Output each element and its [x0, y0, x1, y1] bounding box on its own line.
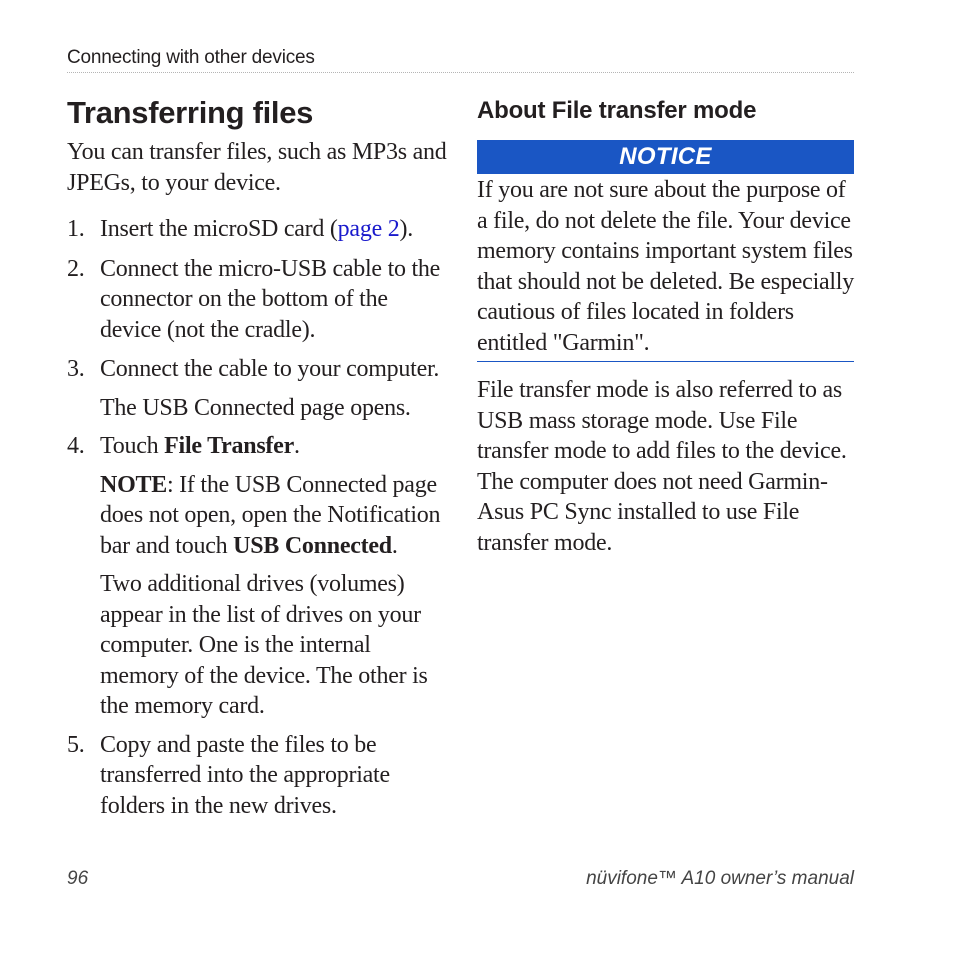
- step-text-end: .: [293, 433, 300, 459]
- step-text: Insert the microSD card (: [100, 216, 338, 242]
- subsection-title: About File transfer mode: [477, 97, 757, 124]
- step-result: Two additional drives (volumes) appear in the list of drives on your computer. One is the internal memory of the device. The other is the memory card.: [100, 571, 428, 719]
- step-text: Connect the micro-USB cable to the connector on the bottom of the device (not the cradle).: [100, 255, 441, 343]
- step-number: 2.: [67, 255, 85, 282]
- intro-paragraph: You can transfer files, such as MP3s and JPEGs, to your device.: [67, 139, 447, 196]
- left-column: [67, 94, 452, 821]
- step-1: [67, 214, 452, 245]
- note: [100, 470, 452, 562]
- note-text: : If the USB Connected page does not open, open the Notification bar and touch: [100, 471, 441, 559]
- notice-banner: [477, 140, 854, 174]
- step-2: [67, 254, 452, 346]
- step-text: Touch: [100, 433, 165, 459]
- note-end: .: [391, 532, 398, 559]
- step-number: 3.: [67, 356, 85, 382]
- notice-rule: [477, 361, 854, 362]
- step-3: [67, 354, 452, 423]
- notice-text: If you are not sure about the purpose of a file, do not delete the file. Your device memory contains important system files that should not be deleted. Be especially cautious of files located in folders entitled "Garmin".: [477, 177, 854, 356]
- step-text: Copy and paste the files to be transferred into the appropriate folders in the new drives.: [100, 731, 390, 819]
- file-transfer-label: File Transfer: [164, 433, 294, 459]
- step-number: 5.: [67, 731, 85, 758]
- step-number: 4.: [67, 433, 85, 459]
- notice-label: NOTICE: [619, 143, 712, 170]
- steps-list: [67, 214, 452, 821]
- step-number: 1.: [67, 216, 85, 242]
- header-rule: [67, 72, 854, 73]
- step-4: [67, 431, 452, 722]
- step-text: Connect the cable to your computer.: [100, 356, 440, 382]
- step-result: The USB Connected page opens.: [100, 394, 411, 421]
- step-text-end: ).: [399, 216, 413, 242]
- running-head: Connecting with other devices: [67, 47, 315, 68]
- note-label: NOTE: [100, 471, 168, 498]
- page-number: 96: [67, 868, 89, 889]
- usb-connected-label: USB Connected: [233, 532, 392, 559]
- step-5: [67, 730, 452, 822]
- manual-title: nüvifone™ A10 owner’s manual: [586, 868, 854, 889]
- right-column: [477, 94, 854, 558]
- section-title: Transferring files: [67, 95, 314, 130]
- body-paragraph: File transfer mode is also referred to as USB mass storage mode. Use File transfer mode to add files to the device. The computer does not need Garmin-Asus PC Sync installed to use File transfer mode.: [477, 377, 847, 556]
- page-2-link[interactable]: page 2: [337, 216, 400, 242]
